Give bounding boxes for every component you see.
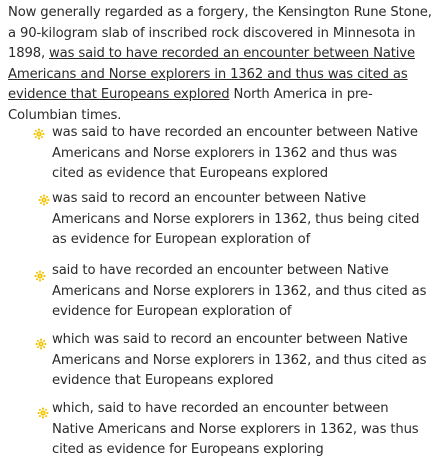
answer-option-text: which was said to record an encounter between Native Americans and Norse explorers in 1362, and thus cited as evidence that Europeans explored xyxy=(52,332,427,388)
starburst-bullet-icon xyxy=(33,125,45,137)
question-underlined-portion: was said to have recorded an encounter between Native Americans and Norse explorers in 1362 and thus was cited as evidence that Europeans explored xyxy=(8,46,415,102)
question-lead: Now generally regarded as a forgery, the Kensington Rune Stone, a 90-kilogram slab of inscribed rock discovered in Minnesota in 1898, xyxy=(8,5,432,61)
answer-option-text: which, said to have recorded an encounter between Native Americans and Norse explorers in 1362, was thus cited as evidence for Europeans exploring xyxy=(52,401,419,457)
starburst-bullet-icon xyxy=(34,267,46,279)
starburst-bullet-icon xyxy=(35,335,47,347)
answer-option-text: said to have recorded an encounter between Native Americans and Norse explorers in 1362, and thus cited as evidence for European exploration of xyxy=(52,263,427,319)
answer-option-text: was said to record an encounter between Native Americans and Norse explorers in 1362, thus being cited as evidence for European exploration of xyxy=(52,191,420,247)
starburst-bullet-icon xyxy=(37,404,49,416)
answer-option-text: was said to have recorded an encounter between Native Americans and Norse explorers in 1362 and thus was cited as evidence that Europeans explored xyxy=(52,125,418,181)
starburst-bullet-icon xyxy=(38,191,50,203)
question-tail: North America in pre-Columbian times. xyxy=(8,87,373,123)
